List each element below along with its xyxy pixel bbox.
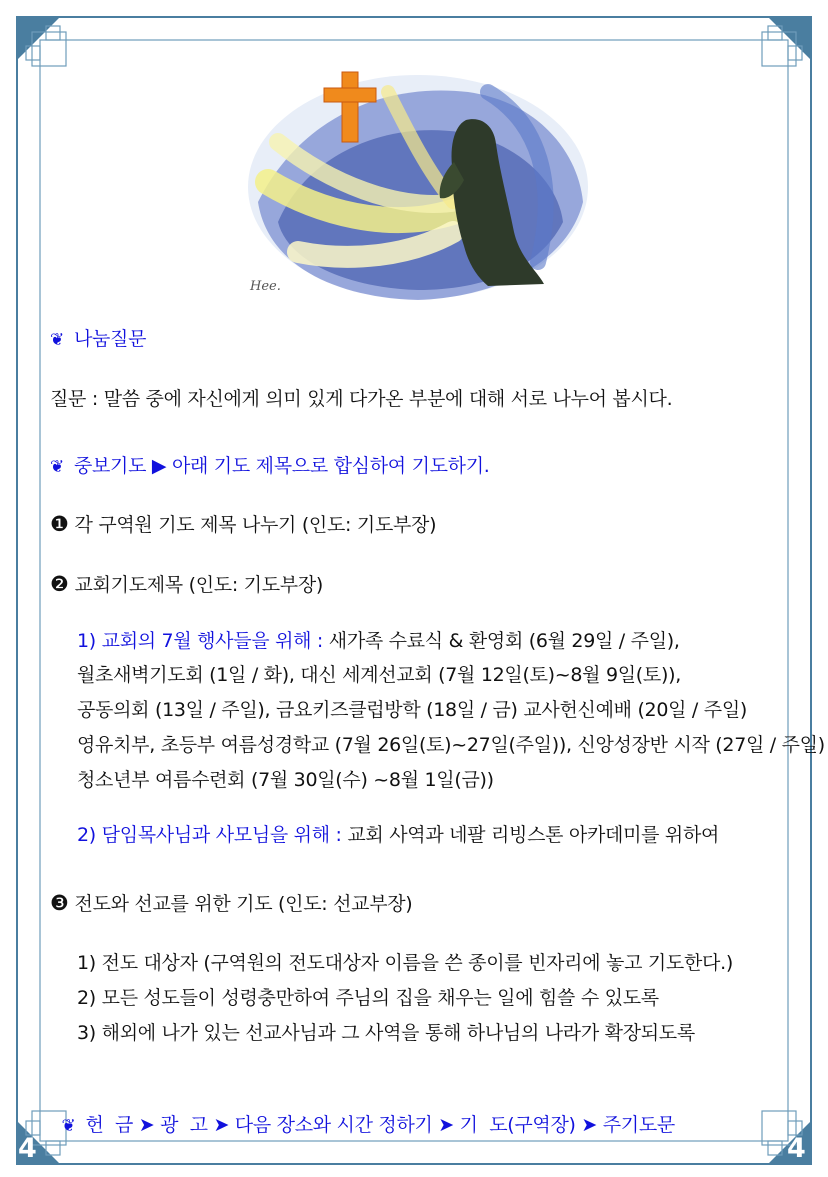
mission-line-2: 2) 모든 성도들이 성령충만하여 주님의 집을 채우는 일에 힘쓸 수 있도록 bbox=[77, 987, 659, 1009]
flower-bullet-icon: ❦ bbox=[50, 457, 64, 477]
intercession-heading: ❦ 중보기도 ▶ 아래 기도 제목으로 합심하여 기도하기. bbox=[50, 455, 490, 477]
church-events-label: 1) 교회의 7월 행사들을 위해 : bbox=[77, 630, 329, 652]
prayer-item-2: ❷ 교회기도제목 (인도: 기도부장) bbox=[50, 572, 323, 596]
flower-bullet-icon: ❦ bbox=[50, 330, 64, 350]
sharing-question-heading: ❦ 나눔질문 bbox=[50, 328, 147, 350]
item-1-marker: ❶ bbox=[50, 512, 69, 536]
church-events-line-1: 1) 교회의 7월 행사들을 위해 : 새가족 수료식 & 환영회 (6월 29일 / 주일), bbox=[77, 630, 680, 652]
item-2-marker: ❷ bbox=[50, 572, 69, 596]
item-3-marker: ❸ bbox=[50, 891, 69, 915]
mission-line-1: 1) 전도 대상자 (구역원의 전도대상자 이름을 쓴 종이를 빈자리에 놓고 기도한다.) bbox=[77, 952, 733, 974]
church-events-line-2: 월초새벽기도회 (1일 / 화), 대신 세계선교회 (7월 12일(토)~8월 9일(토)), bbox=[77, 664, 681, 686]
prayer-item-1: ❶ 각 구역원 기도 제목 나누기 (인도: 기도부장) bbox=[50, 512, 437, 536]
page-number-left: 4 bbox=[18, 1133, 37, 1164]
prayer-item-3: ❸ 전도와 선교를 위한 기도 (인도: 선교부장) bbox=[50, 891, 413, 915]
church-events-line-5: 청소년부 여름수련회 (7월 30일(수) ~8월 1일(금)) bbox=[77, 769, 494, 791]
sharing-question-text: 질문 : 말씀 중에 자신에게 의미 있게 다가온 부분에 대해 서로 나누어 봅시다. bbox=[50, 388, 673, 410]
church-events-line-4: 영유치부, 초등부 여름성경학교 (7월 26일(토)~27일(주일)), 신앙성장반 시작 (27일 / 주일) bbox=[77, 734, 825, 756]
order-of-service-footer: ❦ 헌 금 ➤ 광 고 ➤ 다음 장소와 시간 정하기 ➤ 기 도(구역장) ➤ 주기도문 bbox=[61, 1114, 675, 1136]
page-number-right: 4 bbox=[787, 1133, 806, 1164]
pastor-prayer-line: 2) 담임목사님과 사모님을 위해 : 교회 사역과 네팔 리빙스톤 아카데미를 위하여 bbox=[77, 824, 720, 846]
svg-text:Hee.: Hee. bbox=[250, 279, 281, 294]
mission-line-3: 3) 해외에 나가 있는 선교사님과 그 사역을 통해 하나님의 나라가 확장되도록 bbox=[77, 1022, 695, 1044]
praying-figure-with-cross-icon bbox=[238, 62, 594, 304]
church-events-line-3: 공동의회 (13일 / 주일), 금요키즈클럽방학 (18일 / 금) 교사헌신예배 (20일 / 주일) bbox=[77, 699, 747, 721]
flower-bullet-icon: ❦ bbox=[61, 1116, 76, 1136]
pastor-prayer-label: 2) 담임목사님과 사모님을 위해 : bbox=[77, 824, 348, 846]
